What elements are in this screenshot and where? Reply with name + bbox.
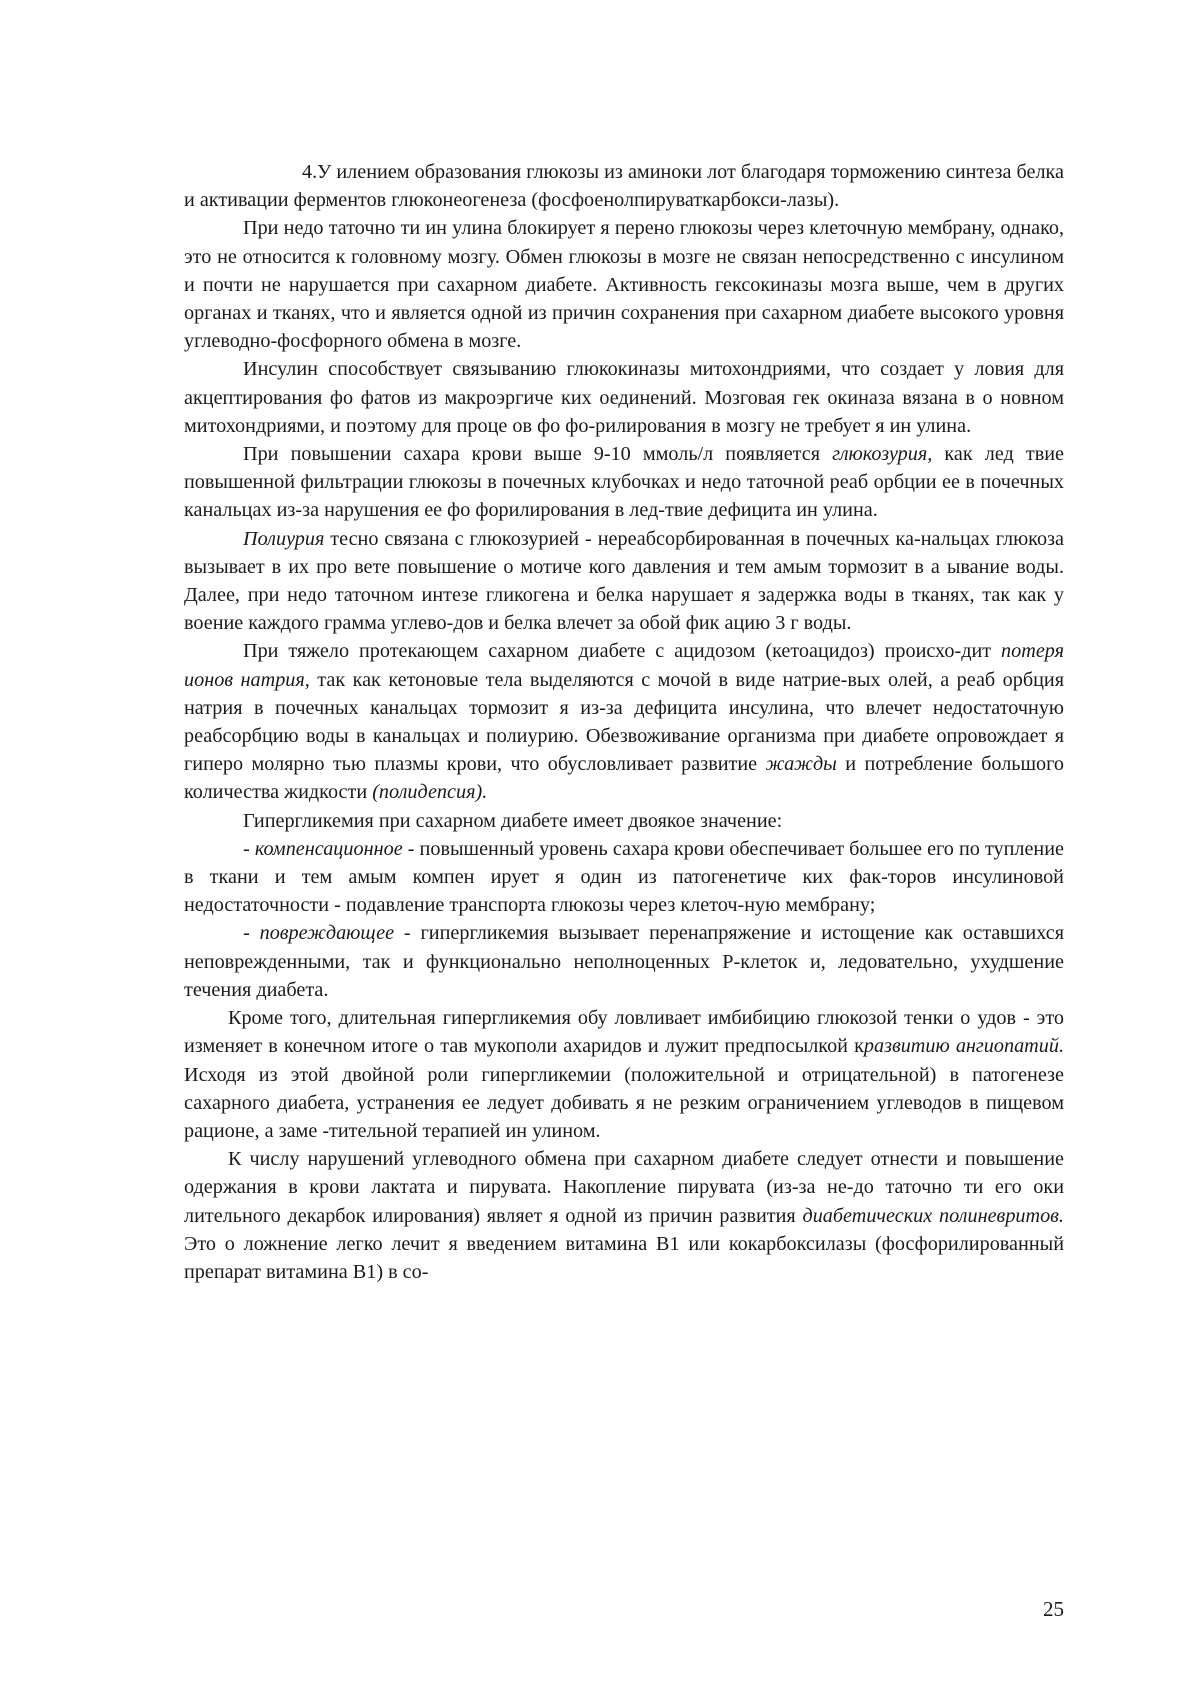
- text-run: -: [243, 837, 255, 860]
- paragraph-damaging: [184, 919, 1064, 1004]
- paragraph-sodium-loss: [184, 637, 1064, 806]
- term-polyneuritis: диабетических полиневритов.: [802, 1204, 1064, 1227]
- term-sodium-loss: потеря ионов натрия,: [184, 640, 1064, 691]
- text-run: тесно связана с глюкозурией - нереабсорбированная в почечных ка-нальцах глюкоза вызывает в их про вете повышение о мотиче кого давления и тем амым тормозит в а ывание воды. Далее, при недо таточном интезе гликогена и белка нарушает я задержка воды в тканях, так как у воение каждого грамма углево-дов и белка влечет за обой фик ацию 3 г воды.: [184, 527, 1064, 635]
- term-glucosuria: глюкозурия,: [832, 443, 933, 466]
- term-polyuria: Полиурия: [243, 527, 325, 550]
- text-run: так как кетоновые тела выделяются с мочой в виде натрие-вых олей, а реаб орбция натрия в почечных канальцах тормозит я из-за дефицита инсулина, что влечет недостаточную реабсорбцию воды в канальцах и полиурию. Обезвоживание организма при диабете опровождает я гиперо молярно тью плазмы крови, что обусловливает развитие: [184, 668, 1064, 776]
- paragraph-hyperglycemia-intro: [184, 807, 1064, 835]
- paragraph-text: У илением образования глюкозы из аминоки лот благодаря торможению синтеза белка и активации ферментов глюконеогенеза (фосфоенолпируваткарбокси-лазы).: [184, 161, 1064, 212]
- paragraph-text: При недо таточно ти ин улина блокирует я перено глюкозы через клеточную мембрану, однако, это не относится к головному мозгу. Обмен глюкозы в мозге не связан непосредственно с инсулином и почти не нарушается при сахарном диабете. Активность гексокиназы мозга выше, чем в других органах и тканях, что и является одной из причин сохранения при сахарном диабете высокого уровня углеводно-фосфорного обмена в мозге.: [184, 217, 1064, 353]
- text-run: -: [243, 922, 260, 945]
- paragraph-angiopathy: [184, 1004, 1064, 1145]
- term-angiopathy: развитию ангиопатий.: [863, 1035, 1064, 1058]
- text-run: и потребление большого количества жидкости: [184, 753, 1064, 804]
- text-run: Кроме того, длительная гипергликемия обу ловливает имбибицию глюкозой тенки о удов - это изменяет в конечном итоге о тав мукополи ахаридов и лужит предпосылкой к: [184, 1007, 1064, 1058]
- paragraph-compensatory: [184, 835, 1064, 920]
- list-number: 4.: [302, 161, 318, 183]
- paragraph-polyuria: [184, 525, 1064, 638]
- page-number: 25: [1043, 1597, 1064, 1621]
- paragraph-item-4: [184, 158, 1064, 214]
- text-run: - гипергликемия вызывает перенапряжение и истощение как оставшихся неповрежденными, так и функционально неполноценных Р-клеток и, ледовательно, ухудшение течения диабета.: [184, 922, 1064, 1001]
- term-thirst: жажды: [765, 753, 837, 776]
- term-compensatory: компенсационное: [254, 837, 403, 860]
- paragraph-insulin-deficiency: [184, 214, 1064, 355]
- paragraph-text: Инсулин способствует связыванию глюкокиназы митохондриями, что создает у ловия для акцептирования фо фатов из макроэргиче ких оединений. Мозговая гек окиназа вязана в о новном митохондриями, и поэтому для проце ов фо фо-рилирования в мозгу не требует я ин улина.: [184, 358, 1064, 437]
- text-run: - повышенный уровень сахара крови обеспечивает большее его по тупление в ткани и тем амым компен ирует я один из патогенетиче ких фак-торов инсулиновой недостаточности - подавление транспорта глюкозы через клеточ-ную мембрану;: [184, 837, 1064, 917]
- text-run: К числу нарушений углеводного обмена при сахарном диабете следует отнести и повышение одержания в крови лактата и пирувата. Накопление пирувата (из-за не-до таточно ти его оки лительного декарбок илирования) являет я одной из причин развития: [184, 1148, 1064, 1227]
- paragraph-glucosuria: [184, 440, 1064, 525]
- paragraph-polyneuritis: [184, 1145, 1064, 1286]
- text-run: как лед твие повышенной фильтрации глюкозы в почечных клубочках и недо таточной реаб орбции ее в почечных канальцах из-за нарушения ее фо форилирования в лед-твие дефицита ин улина.: [184, 443, 1064, 522]
- term-polydipsia: (полидепсия).: [372, 781, 488, 804]
- body-text: [184, 158, 1064, 1286]
- text-run: При тяжело протекающем сахарном диабете с ацидозом (кетоацидоз) происхо-дит: [243, 640, 1002, 663]
- text-run: Это о ложнение легко лечит я введением витамина В1 или кокарбоксилазы (фосфорилированный препарат витамина В1) в со-: [184, 1232, 1064, 1283]
- paragraph-text: Гипергликемия при сахарном диабете имеет двоякое значение:: [243, 809, 783, 832]
- paragraph-glucokinase: [184, 355, 1064, 440]
- term-damaging: повреждающее: [259, 922, 395, 945]
- text-run: Исходя из этой двойной роли гипергликемии (положительной и отрицательной) в патогенезе сахарного диабета, устранения ее ледует добивать я не резким ограничением углеводов в пищевом рационе, а заме -тительной терапией ин улином.: [184, 1063, 1064, 1142]
- text-run: При повышении сахара крови выше 9-10 ммоль/л появляется: [243, 443, 833, 466]
